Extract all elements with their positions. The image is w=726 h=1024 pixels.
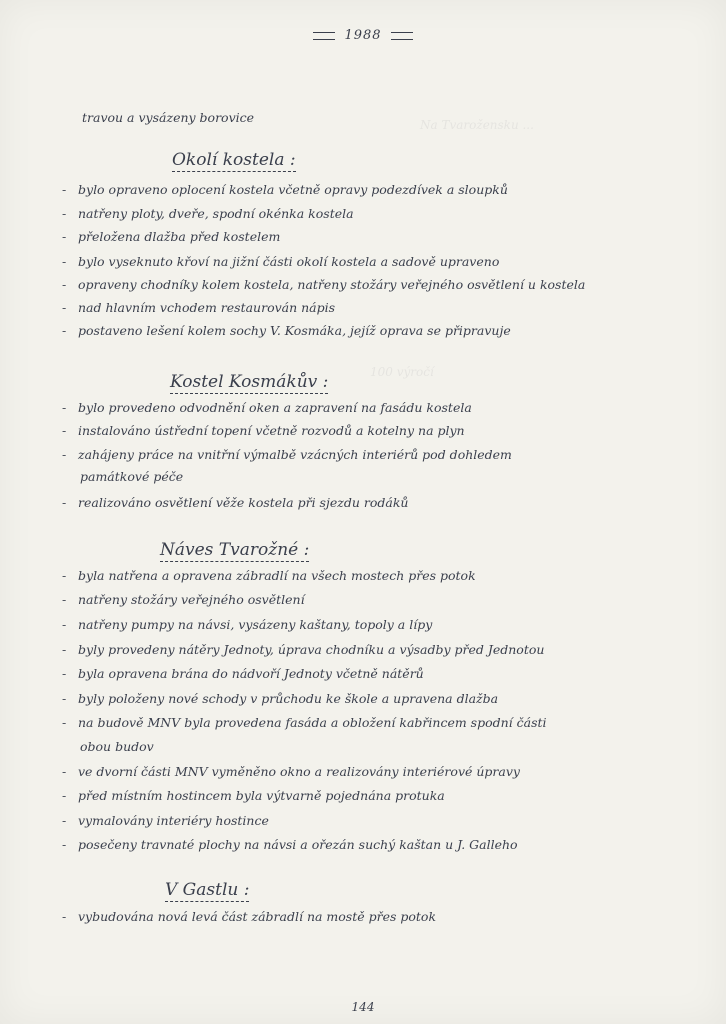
section-heading-kostel-kosmakuv: Kostel Kosmákův : [170, 372, 329, 392]
list-item: - instalováno ústřední topení včetně rozvodů a kotelny na plyn [62, 423, 465, 438]
list-item: - natřeny stožáry veřejného osvětlení [62, 592, 305, 607]
list-item: - bylo provedeno odvodnění oken a zapravení na fasádu kostela [62, 400, 472, 415]
header-year: 1988 [344, 28, 382, 43]
list-item: - ve dvorní části MNV vyměněno okno a realizovány interiérové úpravy [62, 764, 520, 779]
list-item: - realizováno osvětlení věže kostela při sjezdu rodáků [62, 495, 409, 510]
list-item: - na budově MNV byla provedena fasáda a obložení kabřincem spodní části [62, 715, 547, 730]
list-item: - byly položeny nové schody v průchodu ke škole a upravena dlažba [62, 691, 499, 706]
section-heading-okoli-kostela: Okolí kostela : [172, 150, 296, 170]
list-item: - před místním hostincem byla výtvarně pojednána protuka [62, 788, 445, 803]
list-item: - postaveno lešení kolem sochy V. Kosmáka, jejíž oprava se připravuje [62, 323, 511, 338]
list-item: - natřeny pumpy na návsi, vysázeny kaštany, topoly a lípy [62, 617, 433, 632]
list-item: - byla natřena a opravena zábradlí na všech mostech přes potok [62, 568, 476, 583]
list-item: - byla opravena brána do nádvoří Jednoty včetně nátěrů [62, 666, 424, 681]
page-header [0, 28, 726, 43]
intro-line: travou a vysázeny borovice [82, 110, 255, 125]
bleed-through-text: 100 výročí [370, 365, 434, 379]
header-ornament-right [391, 32, 413, 40]
list-item: - natřeny ploty, dveře, spodní okénka kostela [62, 206, 354, 221]
list-item: - přeložena dlažba před kostelem [62, 229, 281, 244]
list-item: - posečeny travnaté plochy na návsi a ořezán suchý kaštan u J. Galleho [62, 837, 518, 852]
page-number: 144 [351, 1000, 375, 1014]
list-item-continuation: obou budov [80, 739, 154, 754]
list-item: - vybudována nová levá část zábradlí na mostě přes potok [62, 909, 437, 924]
list-item: - bylo vyseknuto křoví na jižní části okolí kostela a sadově upraveno [62, 254, 500, 269]
list-item: - zahájeny práce na vnitřní výmalbě vzácných interiérů pod dohledem [62, 447, 512, 462]
bleed-through-text: Na Tvarožensku ... [420, 118, 534, 132]
section-heading-naves-tvarozne: Náves Tvarožné : [160, 540, 310, 560]
list-item: - vymalovány interiéry hostince [62, 813, 269, 828]
list-item: - nad hlavním vchodem restaurován nápis [62, 300, 336, 315]
list-item: - opraveny chodníky kolem kostela, natřeny stožáry veřejného osvětlení u kostela [62, 277, 586, 292]
list-item: - bylo opraveno oplocení kostela včetně opravy podezdívek a sloupků [62, 182, 508, 197]
list-item: - byly provedeny nátěry Jednoty, úprava chodníku a výsadby před Jednotou [62, 642, 545, 657]
section-heading-v-gastlu: V Gastlu : [165, 880, 250, 900]
header-ornament-left [313, 32, 335, 40]
list-item-continuation: památkové péče [80, 469, 184, 484]
